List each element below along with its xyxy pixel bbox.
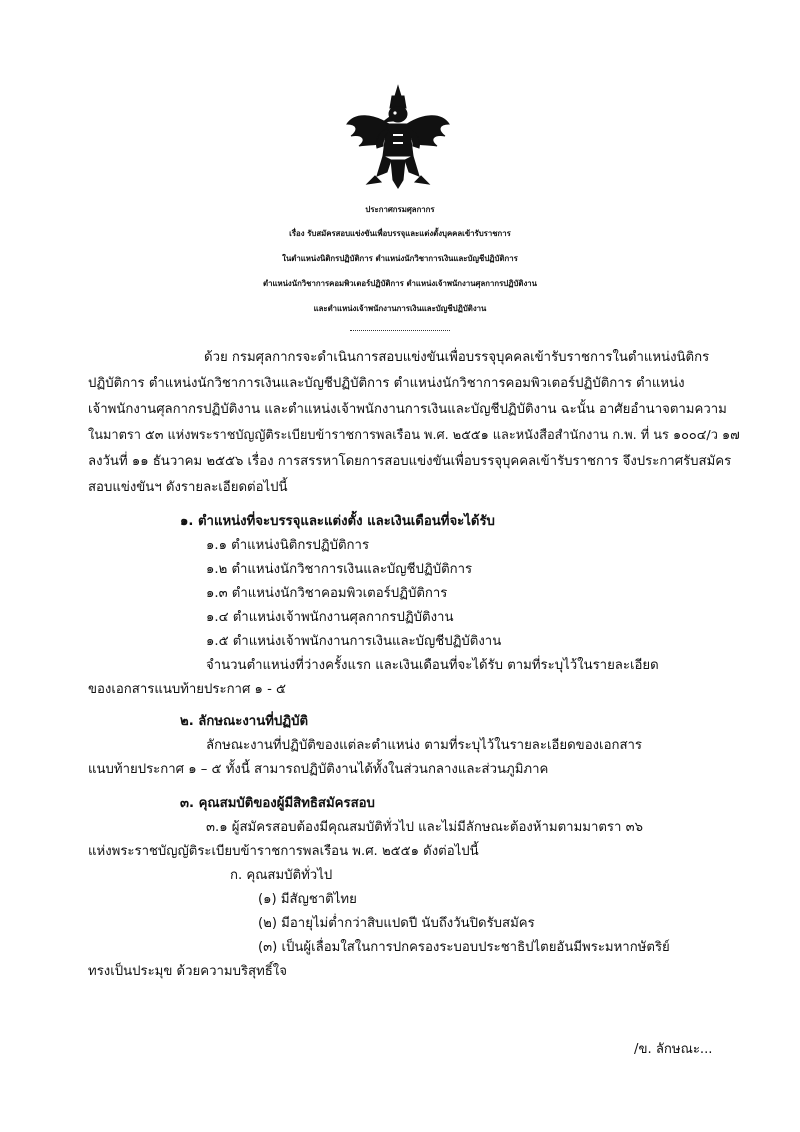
- section3-continuation: ทรงเป็นประมุข ด้วยความบริสุทธิ์ใจ: [88, 964, 287, 979]
- section3-body-line-2: แห่งพระราชบัญญัติระเบียบข้าราชการพลเรือน พ.ศ. ๒๕๕๑ ดังต่อไปนี้: [88, 844, 479, 859]
- section1-item: ๑.๔ ตำแหน่งเจ้าพนักงานศุลกากรปฏิบัติงาน: [206, 610, 454, 625]
- intro-line-2: ปฏิบัติการ ตำแหน่งนักวิชาการเงินและบัญชีปฏิบัติการ ตำแหน่งนักวิชาการคอมพิวเตอร์ปฏิบัติการ ตำแหน่ง: [88, 376, 685, 391]
- garuda-emblem-icon: [343, 84, 453, 194]
- section3-body-line-1: ๓.๑ ผู้สมัครสอบต้องมีคุณสมบัติทั่วไป และไม่มีลักษณะต้องห้ามตามมาตรา ๓๖: [206, 820, 643, 835]
- intro-line-4: ในมาตรา ๕๓ แห่งพระราชบัญญัติระเบียบข้าราชการพลเรือน พ.ศ. ๒๕๕๑ และหนังสือสำนักงาน ก.พ. ที่ นร ๑๐๐๔/ว ๑๗: [88, 428, 740, 443]
- intro-line-5: ลงวันที่ ๑๑ ธันวาคม ๒๕๕๖ เรื่อง การสรรหาโดยการสอบแข่งขันเพื่อบรรจุบุคคลเข้ารับราชการ จึงประกาศรับสมัคร: [88, 454, 732, 469]
- section2-heading: ๒. ลักษณะงานที่ปฏิบัติ: [180, 714, 309, 729]
- section3-sub-heading: ก. คุณสมบัติทั่วไป: [230, 868, 333, 883]
- subject-line-1: เรื่อง รับสมัครสอบแข่งขันเพื่อบรรจุและแต่งตั้งบุคคลเข้ารับราชการ: [289, 229, 511, 238]
- document-title: ประกาศกรมศุลกากร: [365, 205, 435, 214]
- subject-line-3: ตำแหน่งนักวิชาการคอมพิวเตอร์ปฏิบัติการ ตำแหน่งเจ้าพนักงานศุลกากรปฏิบัติงาน: [263, 279, 537, 288]
- section3-item: (๓) เป็นผู้เลื่อมใสในการปกครองระบอบประชาธิปไตยอันมีพระมหากษัตริย์: [258, 940, 670, 955]
- intro-line-1: ด้วย กรมศุลกากรจะดำเนินการสอบแข่งขันเพื่อบรรจุบุคคลเข้ารับราชการในตำแหน่งนิติกร: [204, 350, 710, 365]
- subject-line-4: และตำแหน่งเจ้าพนักงานการเงินและบัญชีปฏิบัติงาน: [313, 304, 487, 313]
- intro-line-6: สอบแข่งขันฯ ดังรายละเอียดต่อไปนี้: [88, 480, 288, 495]
- page-continued-note: /ข. ลักษณะ...: [634, 1042, 713, 1057]
- section2-body-line-2: แนบท้ายประกาศ ๑ – ๕ ทั้งนี้ สามารถปฏิบัติงานได้ทั้งในส่วนกลางและส่วนภูมิภาค: [88, 762, 549, 777]
- section3-item: (๑) มีสัญชาติไทย: [258, 892, 357, 907]
- subject-line-2: ในตำแหน่งนิติกรปฏิบัติการ ตำแหน่งนักวิชาการเงินและบัญชีปฏิบัติการ: [282, 254, 518, 263]
- section1-item: ๑.๕ ตำแหน่งเจ้าพนักงานการเงินและบัญชีปฏิบัติงาน: [206, 634, 502, 649]
- section1-heading: ๑. ตำแหน่งที่จะบรรจุและแต่งตั้ง และเงินเดือนที่จะได้รับ: [180, 514, 495, 529]
- separator-dots: [350, 330, 450, 331]
- section3-item: (๒) มีอายุไม่ต่ำกว่าสิบแปดปี นับถึงวันปิดรับสมัคร: [258, 916, 535, 931]
- section1-item: ๑.๒ ตำแหน่งนักวิชาการเงินและบัญชีปฏิบัติการ: [206, 562, 473, 577]
- section1-note-line-2: ของเอกสารแนบท้ายประกาศ ๑ - ๕: [88, 682, 287, 697]
- section1-item: ๑.๓ ตำแหน่งนักวิชาคอมพิวเตอร์ปฏิบัติการ: [206, 586, 448, 601]
- section3-heading: ๓. คุณสมบัติของผู้มีสิทธิสมัครสอบ: [180, 796, 375, 811]
- section2-body-line-1: ลักษณะงานที่ปฏิบัติของแต่ละตำแหน่ง ตามที่ระบุไว้ในรายละเอียดของเอกสาร: [206, 738, 643, 753]
- section1-note-line-1: จำนวนตำแหน่งที่ว่างครั้งแรก และเงินเดือนที่จะได้รับ ตามที่ระบุไว้ในรายละเอียด: [206, 658, 659, 673]
- section1-item: ๑.๑ ตำแหน่งนิติกรปฏิบัติการ: [206, 538, 370, 553]
- intro-line-3: เจ้าพนักงานศุลกากรปฏิบัติงาน และตำแหน่งเจ้าพนักงานการเงินและบัญชีปฏิบัติงาน ฉะนั้น อาศัยอำนาจตามความ: [88, 402, 727, 417]
